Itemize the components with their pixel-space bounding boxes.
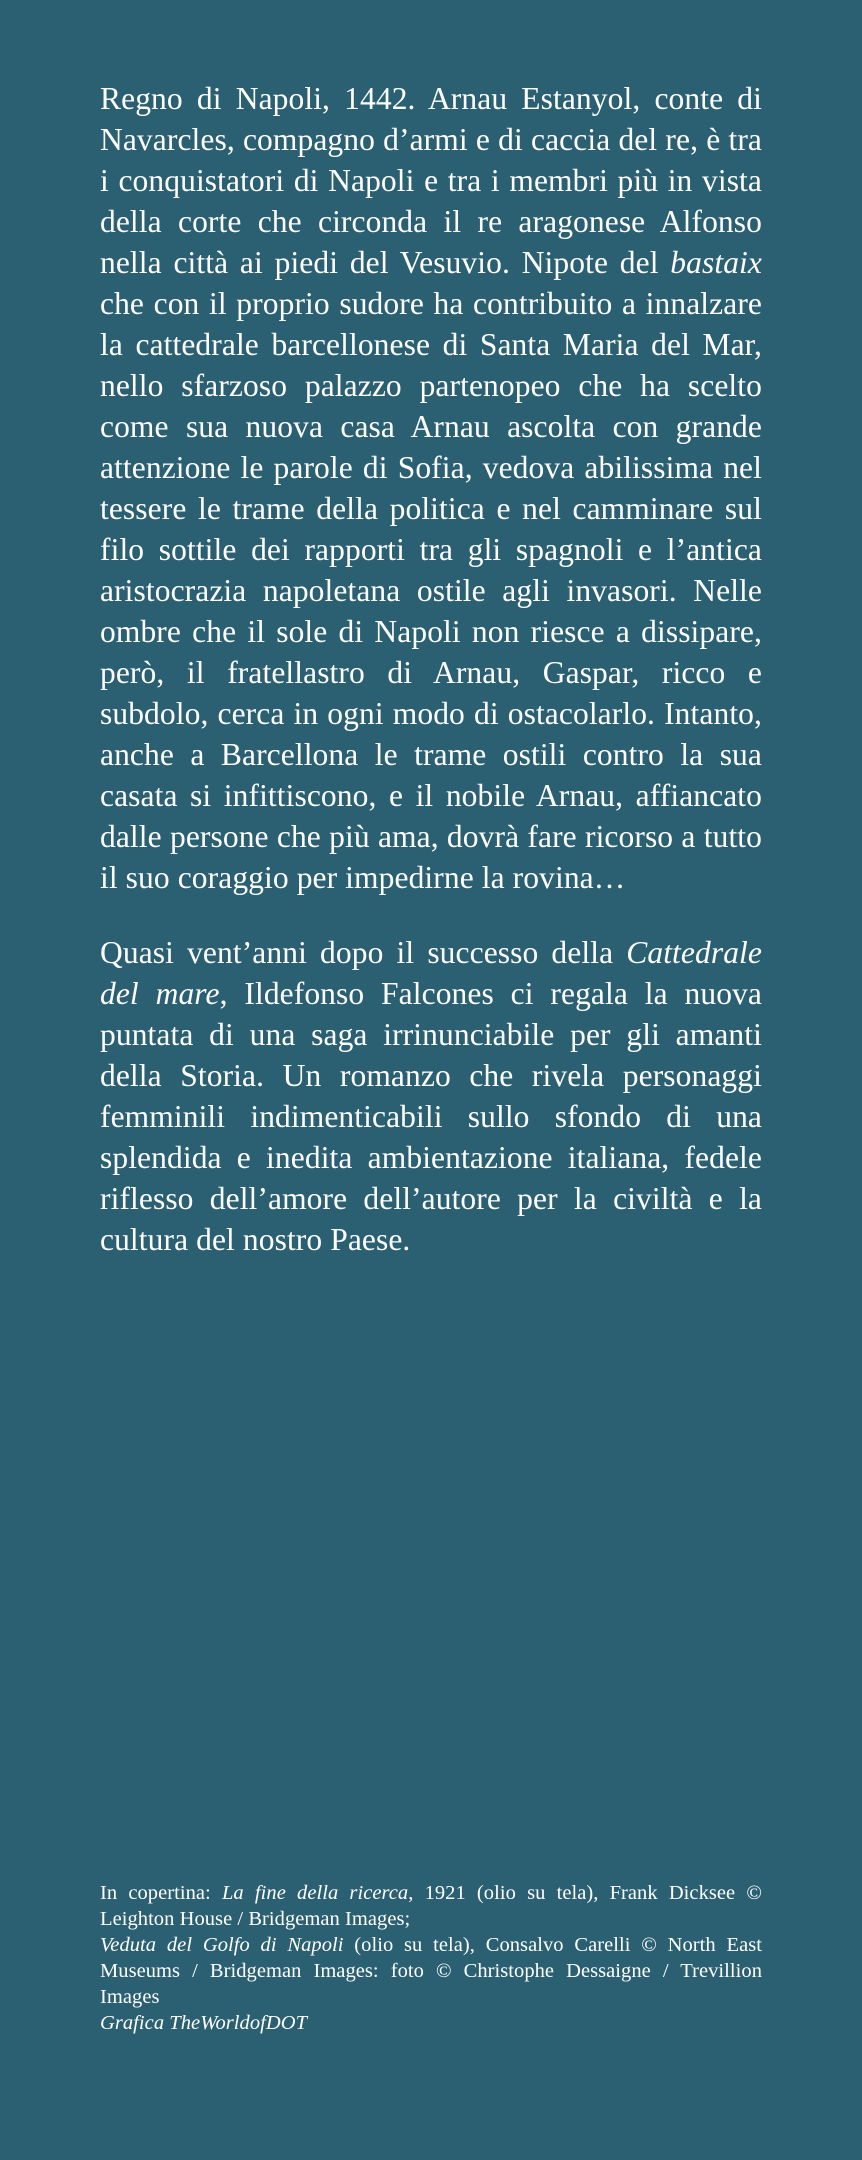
blurb-body-4: , Ildefonso Falcones ci regala la nuova puntata di una saga irrinunciabile per gli amanti della Storia. Un romanzo che rivela personaggi femminili indimenticabili sullo sfondo di una splendida e inedita ambientazione italiana, fedele riflesso dell’amore dell’autore per la civiltà e la cultura del nostro Paese. (100, 976, 762, 1257)
blurb-body-3: Quasi vent’anni dopo il successo della (100, 935, 627, 970)
credits-text-2: (olio su tela), Consalvo Carelli © North East Museums / Bridgeman Images: foto © Christophe Dessaigne / Trevillion Images (100, 1934, 762, 2008)
credits-artwork-title-1: La fine della ricerca (221, 1882, 409, 1904)
credits-line-1 (100, 1880, 762, 1932)
blurb-italic-title: Cattedrale del mare (100, 935, 762, 1011)
credits-label: In copertina: (100, 1882, 222, 1904)
blurb-paragraph-1 (100, 78, 762, 898)
blurb-paragraph-2 (100, 932, 762, 1260)
credits-design: Grafica TheWorldofDOT (100, 2012, 308, 2034)
blurb-body-2: che con il proprio sudore ha contribuito a innalzare la cattedrale barcellonese di Santa Maria del Mar, nello sfarzoso palazzo partenopeo che ha scelto come sua nuova casa Arnau ascolta con grande attenzione le parole di Sofia, vedova abilissima nel tessere le trame della politica e nel camminare sul filo sottile dei rapporti tra gli spagnoli e l’antica aristocrazia napoletana ostile agli invasori. Nelle ombre che il sole di Napoli non riesce a dissipare, però, il fratellastro di Arnau, Gaspar, ricco e subdolo, cerca in ogni modo di ostacolarlo. Intanto, anche a Barcellona le trame ostili contro la sua casata si infittiscono, e il nobile Arnau, affiancato dalle persone che più ama, dovrà fare ricorso a tutto il suo coraggio per impedirne la rovina… (100, 286, 762, 895)
credits-line-2 (100, 1932, 762, 2010)
credits-text-1: , 1921 (olio su tela), Frank Dicksee © Leighton House / Bridgeman Images; (100, 1882, 762, 1930)
blurb-italic-bastaix: bastaix (670, 245, 762, 280)
credits-artwork-title-2: Veduta del Golfo di Napoli (100, 1934, 344, 1956)
cover-credits (100, 1880, 762, 2036)
blurb-text (100, 78, 762, 1260)
blurb-opening-line: Regno di Napoli, 1442. (100, 81, 416, 116)
blurb-body-1: Arnau Estanyol, conte di Navarcles, compagno d’armi e di caccia del re, è tra i conquistatori di Napoli e tra i membri più in vista della corte che circonda il re aragonese Alfonso nella città ai piedi del Vesuvio. Nipote del (100, 81, 762, 280)
